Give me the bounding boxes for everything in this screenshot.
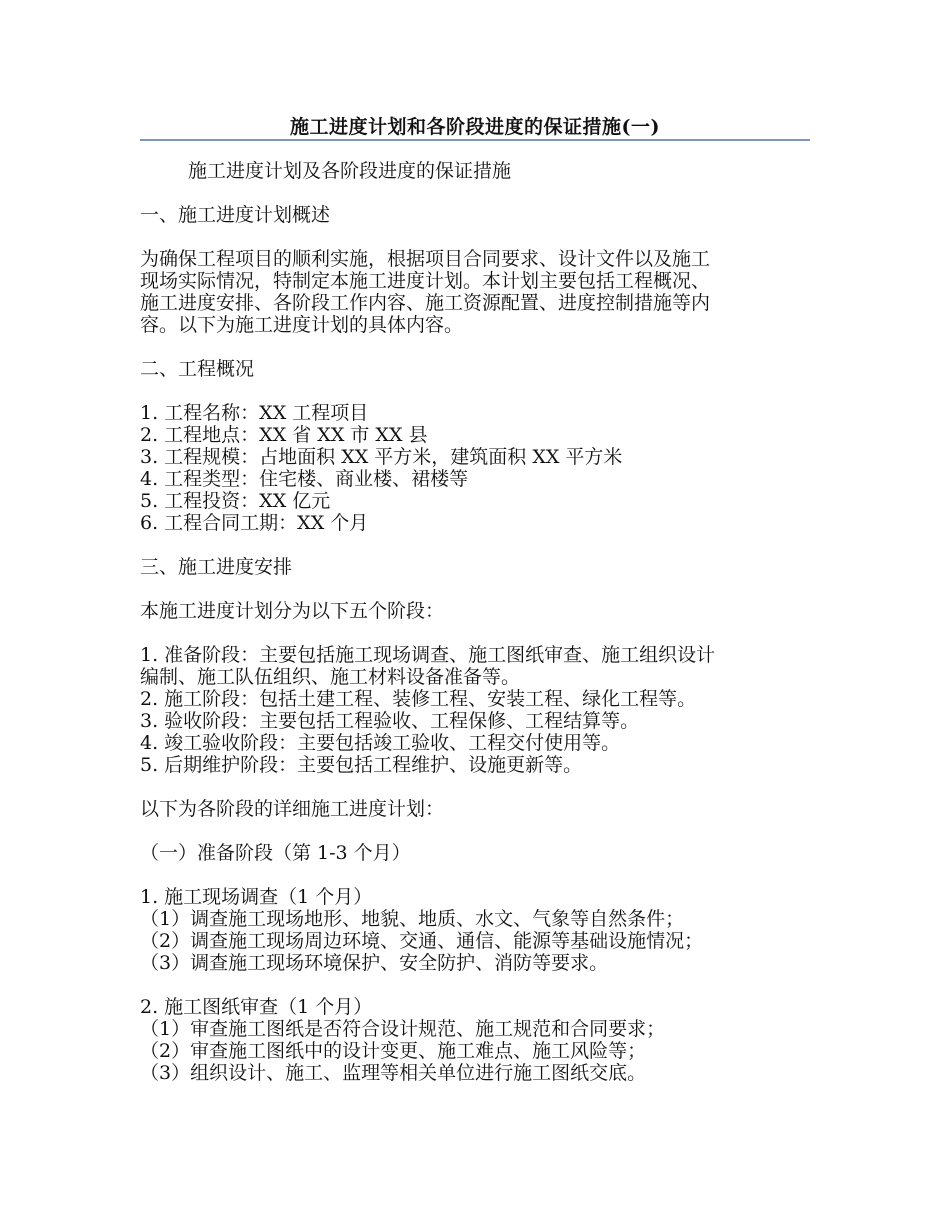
project-item: 1. 工程名称：XX 工程项目	[140, 402, 369, 424]
stage-item: 3. 验收阶段：主要包括工程验收、工程保修、工程结算等。	[140, 710, 640, 732]
overview-line: 为确保工程项目的顺利实施，根据项目合同要求、设计文件以及施工	[140, 248, 711, 270]
spacer	[140, 336, 810, 358]
spacer	[140, 622, 810, 644]
section-heading-project: 二、工程概况	[140, 358, 255, 380]
spacer	[140, 864, 810, 886]
spacer	[140, 182, 810, 204]
section-heading-schedule: 三、施工进度安排	[140, 556, 293, 578]
task-item: （3）调查施工现场环境保护、安全防护、消防等要求。	[140, 952, 609, 974]
project-item: 2. 工程地点：XX 省 XX 市 XX 县	[140, 424, 428, 446]
spacer	[140, 380, 810, 402]
stage-item: 4. 竣工验收阶段：主要包括竣工验收、工程交付使用等。	[140, 732, 621, 754]
task-heading: 1. 施工现场调查（1 个月）	[140, 886, 373, 908]
document-subtitle: 施工进度计划及各阶段进度的保证措施	[188, 160, 512, 182]
spacer	[140, 974, 810, 996]
task-heading: 2. 施工图纸审查（1 个月）	[140, 996, 373, 1018]
detail-intro: 以下为各阶段的详细施工进度计划：	[140, 798, 445, 820]
phase-heading: （一）准备阶段（第 1-3 个月）	[140, 842, 411, 864]
project-item: 3. 工程规模：占地面积 XX 平方米，建筑面积 XX 平方米	[140, 446, 623, 468]
project-item: 5. 工程投资：XX 亿元	[140, 490, 331, 512]
project-item: 4. 工程类型：住宅楼、商业楼、裙楼等	[140, 468, 469, 490]
overview-line: 现场实际情况，特制定本施工进度计划。本计划主要包括工程概况、	[140, 270, 711, 292]
document-body	[140, 160, 810, 1084]
task-item: （3）组织设计、施工、监理等相关单位进行施工图纸交底。	[140, 1062, 647, 1084]
overview-line: 施工进度安排、各阶段工作内容、施工资源配置、进度控制措施等内	[140, 292, 711, 314]
section-heading-overview: 一、施工进度计划概述	[140, 204, 331, 226]
project-item: 6. 工程合同工期：XX 个月	[140, 512, 369, 534]
task-item: （1）审查施工图纸是否符合设计规范、施工规范和合同要求；	[140, 1018, 666, 1040]
spacer	[140, 578, 810, 600]
stage-item: 编制、施工队伍组织、施工材料设备准备等。	[140, 666, 521, 688]
spacer	[140, 226, 810, 248]
title-underline	[140, 139, 810, 141]
stage-item: 5. 后期维护阶段：主要包括工程维护、设施更新等。	[140, 754, 583, 776]
spacer	[140, 820, 810, 842]
task-item: （1）调查施工现场地形、地貌、地质、水文、气象等自然条件；	[140, 908, 685, 930]
stage-item: 1. 准备阶段：主要包括施工现场调查、施工图纸审查、施工组织设计	[140, 644, 716, 666]
schedule-intro: 本施工进度计划分为以下五个阶段：	[140, 600, 445, 622]
overview-line: 容。以下为施工进度计划的具体内容。	[140, 314, 464, 336]
task-item: （2）审查施工图纸中的设计变更、施工难点、施工风险等；	[140, 1040, 647, 1062]
stage-item: 2. 施工阶段：包括土建工程、装修工程、安装工程、绿化工程等。	[140, 688, 697, 710]
spacer	[140, 534, 810, 556]
document-title: 施工进度计划和各阶段进度的保证措施(一)	[290, 116, 660, 138]
task-item: （2）调查施工现场周边环境、交通、通信、能源等基础设施情况；	[140, 930, 704, 952]
spacer	[140, 776, 810, 798]
